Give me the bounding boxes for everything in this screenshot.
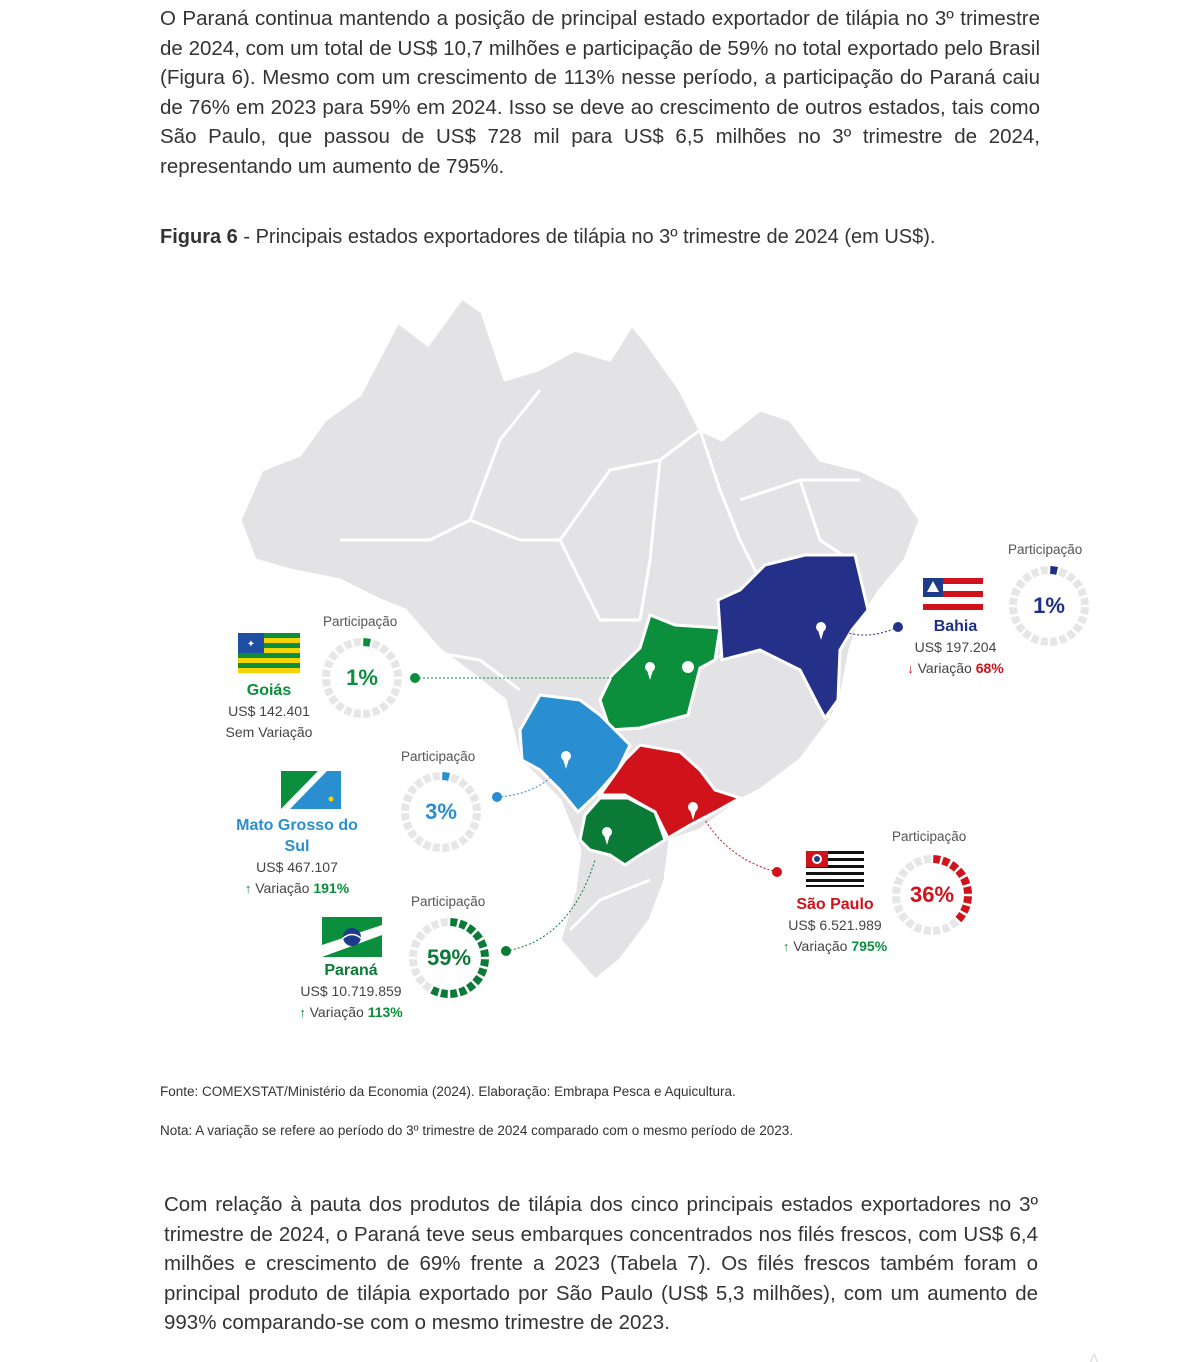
participation-title-bahia: Participação: [1008, 542, 1083, 557]
ring-segment-mato-grosso-do-sul: [422, 840, 431, 850]
ring-segment-sao-paulo: [949, 861, 959, 872]
arrow-up-icon: ↑: [782, 939, 790, 954]
ring-segment-goias: [335, 701, 345, 712]
ring-segment-goias: [385, 695, 396, 705]
ring-segment-mato-grosso-do-sul: [442, 772, 450, 781]
ring-segment-sao-paulo: [941, 857, 950, 867]
ring-segment-bahia: [1072, 579, 1083, 589]
ring-segment-goias: [343, 640, 352, 650]
state-value-sao-paulo: US$ 6.521.989: [788, 917, 882, 933]
source-note: Fonte: COMEXSTAT/Ministério da Economia (2024). Elaboração: Embrapa Pesca e Aquicultura.: [160, 1084, 736, 1099]
share-sao-paulo: 36%: [909, 882, 955, 907]
label-sao-paulo: [770, 894, 900, 957]
ring-segment-goias: [385, 651, 396, 661]
ring-segment-parana: [458, 986, 467, 996]
ring-segment-bahia: [1015, 579, 1026, 589]
ring-segment-sao-paulo: [905, 918, 915, 929]
label-bahia: [893, 616, 1018, 679]
share-bahia: 1%: [1033, 593, 1065, 618]
label-mato-grosso-do-sul: [222, 815, 372, 899]
ring-segment-goias: [371, 640, 380, 650]
ring-segment-bahia: [1040, 566, 1048, 575]
closing-paragraph: Com relação à pauta dos produtos de tilápia dos cinco principais estados exportadores no 3º trimestre de 2024, o Paraná teve seus embarques concentrados nos filés frescos, com US$ 6,4 milhões e crescimento de 69% frente a 2023 (Tabela 7). Os filés frescos também foram o principal produto de tilápia exportado por São Paulo (US$ 5,3 milhões), com um aumento de 993% comparando-se com o mesmo trimestre de 2023.: [164, 1193, 1038, 1334]
ring-segment-parana: [440, 989, 448, 998]
ring-segment-goias: [353, 709, 361, 718]
ring-segment-goias: [328, 651, 339, 661]
arrow-up-icon: ↑: [244, 881, 252, 896]
label-goias: [208, 680, 330, 743]
ring-segment-sao-paulo: [949, 918, 959, 929]
ring-segment-bahia: [1050, 566, 1058, 575]
ring-segment-mato-grosso-do-sul: [422, 774, 431, 784]
corner-mark: ᴧ: [1090, 1349, 1098, 1362]
state-name-goias: Goiás: [246, 682, 292, 699]
participation-title-sao-paulo: Participação: [892, 829, 967, 844]
ring-segment-mato-grosso-do-sul: [414, 835, 424, 846]
flag-goias: [238, 633, 300, 673]
ring-segment-mato-grosso-do-sul: [407, 829, 418, 839]
dot-parana: [501, 946, 511, 956]
ring-segment-goias: [343, 706, 352, 716]
ring-segment-parana: [466, 981, 476, 992]
ring-segment-sao-paulo: [898, 868, 909, 878]
ring-segment-bahia: [1030, 568, 1039, 578]
ring-segment-sao-paulo: [941, 923, 950, 933]
ring-segment-sao-paulo: [955, 912, 966, 922]
flag-sao-paulo: [806, 851, 864, 887]
ring-segment-parana: [472, 931, 483, 941]
ring-segment-mato-grosso-do-sul: [458, 778, 468, 789]
ring-segment-parana: [415, 931, 426, 941]
participation-title-parana: Participação: [411, 894, 486, 909]
state-name-mato-grosso-do-sul: Mato Grosso do Sul: [236, 817, 358, 855]
ring-segment-bahia: [1058, 568, 1067, 578]
ring-segment-bahia: [1030, 634, 1039, 644]
ring-segment-sao-paulo: [955, 868, 966, 878]
state-variation-goias: Sem Variação: [225, 724, 313, 740]
state-variation-mato-grosso-do-sul: ↑ Variação 191%: [244, 880, 350, 896]
ring-segment-parana: [440, 918, 448, 927]
state-variation-bahia: ↓ Variação 68%: [907, 660, 1004, 676]
state-name-bahia: Bahia: [933, 618, 978, 635]
ring-segment-mato-grosso-do-sul: [450, 840, 459, 850]
ring-segment-bahia: [1072, 623, 1083, 633]
ring-segment-parana: [450, 989, 458, 998]
state-name-sao-paulo: São Paulo: [796, 896, 874, 913]
ring-segment-sao-paulo: [960, 904, 970, 913]
nota-note: Nota: A variação se refere ao período do 3º trimestre de 2024 comparado com o mesmo período de 2023.: [160, 1123, 794, 1138]
ring-segment-goias: [379, 644, 389, 655]
dot-sao-paulo: [772, 867, 782, 877]
ring-segment-parana: [422, 924, 432, 935]
ring-segment-mato-grosso-do-sul: [464, 785, 475, 795]
share-parana: 59%: [426, 945, 472, 970]
label-parana: [276, 960, 426, 1023]
ring-segment-bahia: [1058, 634, 1067, 644]
flag-mato-grosso-do-sul: [281, 771, 341, 809]
figure-title: - Principais estados exportadores de tilápia no 3º trimestre de 2024 (em US$).: [237, 226, 936, 248]
ring-segment-sao-paulo: [923, 926, 931, 935]
ring-segment-parana: [430, 986, 439, 996]
ring-segment-mato-grosso-do-sul: [458, 835, 468, 846]
ring-segment-bahia: [1077, 615, 1087, 624]
svg-text:✦: ✦: [246, 639, 256, 650]
ring-segment-bahia: [1040, 637, 1048, 646]
state-value-mato-grosso-do-sul: US$ 467.107: [256, 859, 338, 875]
flag-parana: [322, 917, 382, 957]
ring-segment-goias: [379, 701, 389, 712]
ring-segment-goias: [363, 638, 371, 647]
state-value-bahia: US$ 197.204: [914, 639, 997, 655]
state-variation-parana: ↑ Variação 113%: [299, 1004, 403, 1020]
ring-segment-bahia: [1066, 629, 1076, 640]
pin-goias-2: [682, 661, 694, 673]
ring-segment-goias: [390, 687, 400, 696]
ring-segment-bahia: [1050, 637, 1058, 646]
ring-segment-sao-paulo: [933, 855, 941, 864]
figure-label: Figura 6: [160, 226, 238, 248]
ring-segment-goias: [353, 638, 361, 647]
ring-segment-sao-paulo: [905, 861, 915, 872]
ring-segment-goias: [335, 644, 345, 655]
ring-segment-bahia: [1022, 572, 1032, 583]
ring-segment-parana: [450, 918, 458, 927]
ring-segment-parana: [430, 920, 439, 930]
ring-segment-mato-grosso-do-sul: [469, 821, 479, 830]
flag-bahia: [923, 578, 983, 610]
share-goias: 1%: [346, 665, 378, 690]
ring-segment-sao-paulo: [933, 926, 941, 935]
state-name-parana: Paraná: [324, 962, 378, 979]
state-value-parana: US$ 10.719.859: [300, 983, 402, 999]
arrow-up-icon: ↑: [299, 1005, 306, 1020]
ring-segment-sao-paulo: [913, 923, 922, 933]
ring-segment-parana: [477, 967, 487, 976]
ring-segment-mato-grosso-do-sul: [414, 778, 424, 789]
dot-mato-grosso-do-sul: [492, 792, 502, 802]
state-value-goias: US$ 142.401: [228, 703, 310, 719]
ring-segment-mato-grosso-do-sul: [403, 821, 413, 830]
ring-segment-goias: [363, 709, 371, 718]
ring-segment-mato-grosso-do-sul: [450, 774, 459, 784]
ring-segment-parana: [472, 975, 483, 985]
ring-segment-goias: [371, 706, 380, 716]
ring-segment-bahia: [1066, 572, 1076, 583]
ring-segment-mato-grosso-do-sul: [464, 829, 475, 839]
ring-segment-parana: [466, 924, 476, 935]
ring-segment-parana: [458, 920, 467, 930]
ring-segment-sao-paulo: [913, 857, 922, 867]
arrow-down-icon: ↓: [907, 661, 914, 676]
ring-segment-mato-grosso-do-sul: [432, 843, 440, 852]
dot-goias: [410, 673, 420, 683]
ring-segment-bahia: [1022, 629, 1032, 640]
intro-paragraph: O Paraná continua mantendo a posição de principal estado exportador de tilápia no 3º trimestre de 2024, com um total de US$ 10,7 milhões e participação de 59% no total exportado pelo Brasil (Figura 6). Mesmo com um crescimento de 113% nesse período, a participação do Paraná caiu de 76% em 2023 para 59% em 2024. Isso se deve ao crescimento de outros estados, tais como São Paulo, que passou de US$ 728 mil para US$ 6,5 milhões no 3º trimestre de 2024, representando um aumento de 795%.: [160, 7, 1040, 178]
ring-segment-sao-paulo: [923, 855, 931, 864]
participation-title-mato-grosso-do-sul: Participação: [401, 749, 476, 764]
participation-title-goias: Participação: [323, 614, 398, 629]
ring-segment-mato-grosso-do-sul: [407, 785, 418, 795]
ring-segment-mato-grosso-do-sul: [442, 843, 450, 852]
share-mato-grosso-do-sul: 3%: [425, 799, 457, 824]
state-variation-sao-paulo: ↑ Variação 795%: [782, 938, 888, 954]
ring-segment-mato-grosso-do-sul: [432, 772, 440, 781]
